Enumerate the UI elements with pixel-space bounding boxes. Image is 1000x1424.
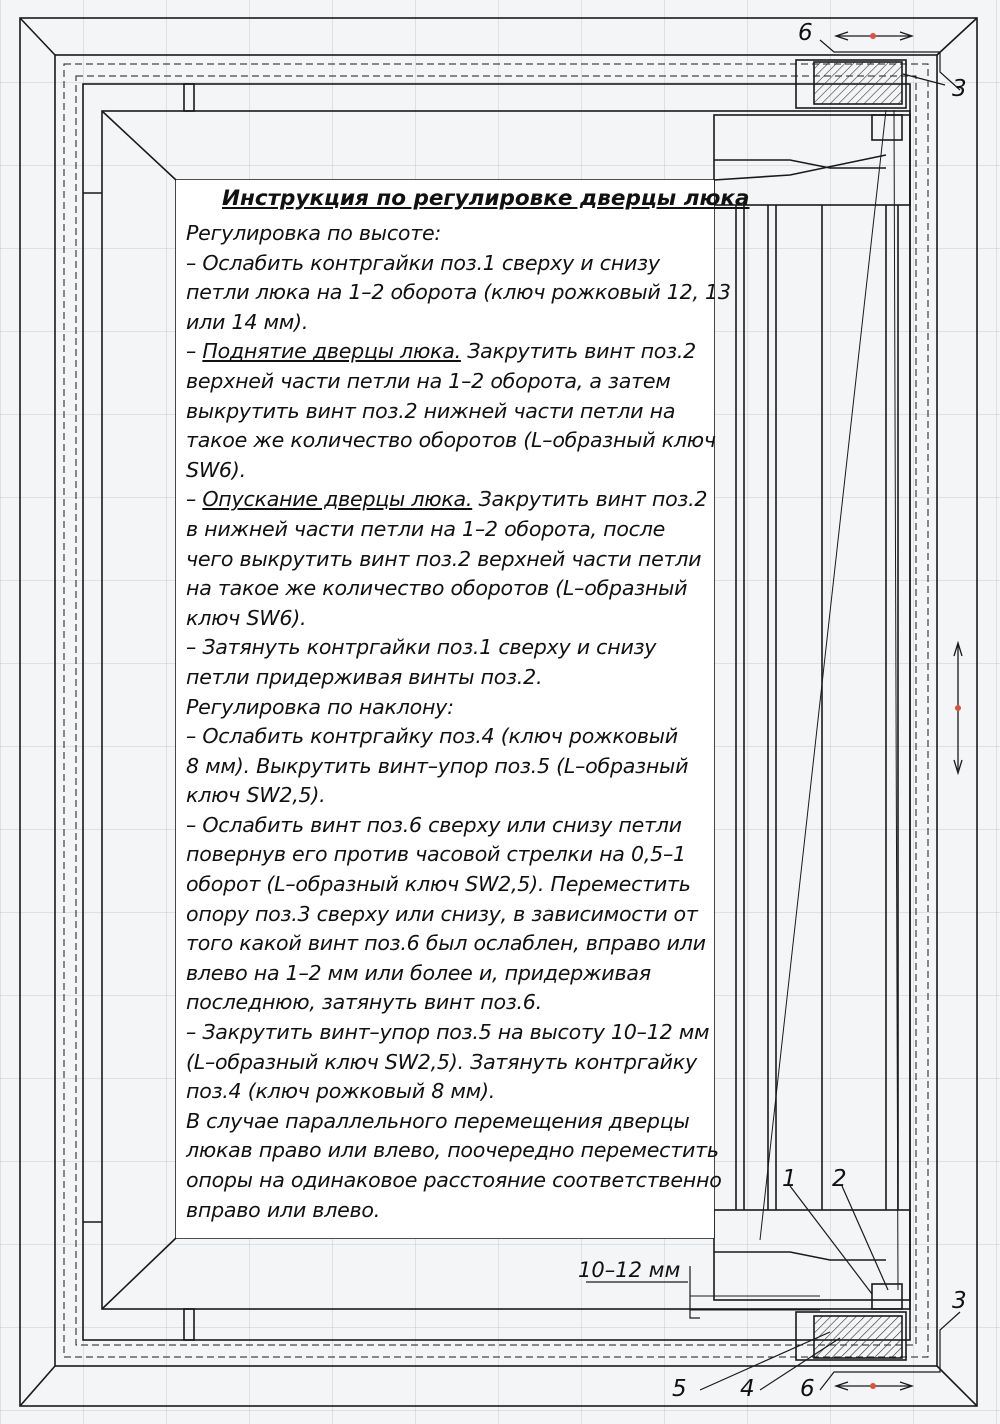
callout-bottom-5: 5 [672, 1376, 687, 1402]
instruction-line: Регулировка по наклону: [186, 694, 454, 719]
instruction-line: верхней части петли на 1–2 оборота, а затем [186, 368, 671, 393]
instruction-line: В случае параллельного перемещения дверцы [186, 1108, 690, 1133]
callout-bottom-2: 2 [832, 1166, 847, 1192]
callout-top-3: 3 [952, 76, 967, 102]
instruction-line: – Закрутить винт–упор поз.5 на высоту 10–12 мм [186, 1020, 710, 1045]
instruction-line [186, 485, 726, 515]
instruction-line: – Ослабить контргайку поз.4 (ключ рожковый [186, 724, 678, 749]
instruction-line: влево на 1–2 мм или более и, придерживая [186, 960, 651, 985]
underlined-heading: Опускание дверцы люка. [202, 487, 473, 512]
instruction-line: в нижней части петли на 1–2 оборота, после [186, 516, 666, 541]
underlined-heading: Поднятие дверцы люка. [202, 339, 461, 364]
instruction-line: Регулировка по высоте: [186, 221, 442, 245]
instruction-line: ключ SW6). [186, 605, 307, 630]
instruction-line: люкав право или влево, поочередно переместить [186, 1138, 719, 1163]
instruction-line: – Ослабить винт поз.6 сверху или снизу петли [186, 812, 682, 837]
instruction-line: (L–образный ключ SW2,5). Затянуть контргайку [186, 1049, 697, 1074]
instruction-line: выкрутить винт поз.2 нижней части петли на [186, 398, 676, 423]
line-prefix: – [186, 339, 203, 364]
instruction-line [186, 337, 726, 367]
instruction-line: ключ SW2,5). [186, 783, 326, 808]
instruction-line: петли придерживая винты поз.2. [186, 664, 543, 689]
instruction-line: SW6). [186, 457, 246, 482]
line-prefix: – [186, 487, 203, 512]
callout-bottom-3: 3 [952, 1288, 967, 1314]
instruction-line: или 14 мм). [186, 309, 309, 334]
instruction-line: поз.4 (ключ рожковый 8 мм). [186, 1079, 496, 1104]
callout-bottom-6: 6 [800, 1376, 815, 1402]
instruction-line: того какой винт поз.6 был ослаблен, вправо или [186, 931, 706, 956]
instruction-line: чего выкрутить винт поз.2 верхней части петли [186, 546, 702, 571]
instruction-line: оборот (L–образный ключ SW2,5). Переместить [186, 872, 691, 897]
instruction-line: вправо или влево. [186, 1197, 381, 1222]
instruction-title: Инструкция по регулировке дверцы люка [222, 186, 750, 211]
dimension-label: 10–12 мм [578, 1258, 681, 1282]
instruction-line: повернув его против часовой стрелки на 0,5–1 [186, 842, 686, 867]
instruction-line: на такое же количество оборотов (L–образный [186, 576, 688, 601]
callout-top-6: 6 [798, 20, 813, 46]
instruction-line: опору поз.3 сверху или снизу, в зависимости от [186, 901, 698, 926]
instruction-body [186, 219, 731, 1225]
line-rest: Закрутить винт поз.2 [460, 339, 696, 364]
instruction-line: последнюю, затянуть винт поз.6. [186, 990, 542, 1015]
instruction-line: такое же количество оборотов (L–образный ключ [186, 428, 716, 453]
instruction-line: – Затянуть контргайки поз.1 сверху и снизу [186, 635, 657, 660]
instruction-line: опоры на одинаковое расстояние соответственно [186, 1168, 722, 1192]
instruction-line: – Ослабить контргайки поз.1 сверху и снизу [186, 250, 660, 275]
callout-bottom-1: 1 [782, 1166, 797, 1192]
callout-bottom-4: 4 [740, 1376, 755, 1402]
instruction-line: петли люка на 1–2 оборота (ключ рожковый 12, 13 [186, 280, 731, 305]
line-rest: Закрутить винт поз.2 [472, 487, 708, 512]
instruction-line: 8 мм). Выкрутить винт–упор поз.5 (L–образный [186, 753, 689, 778]
